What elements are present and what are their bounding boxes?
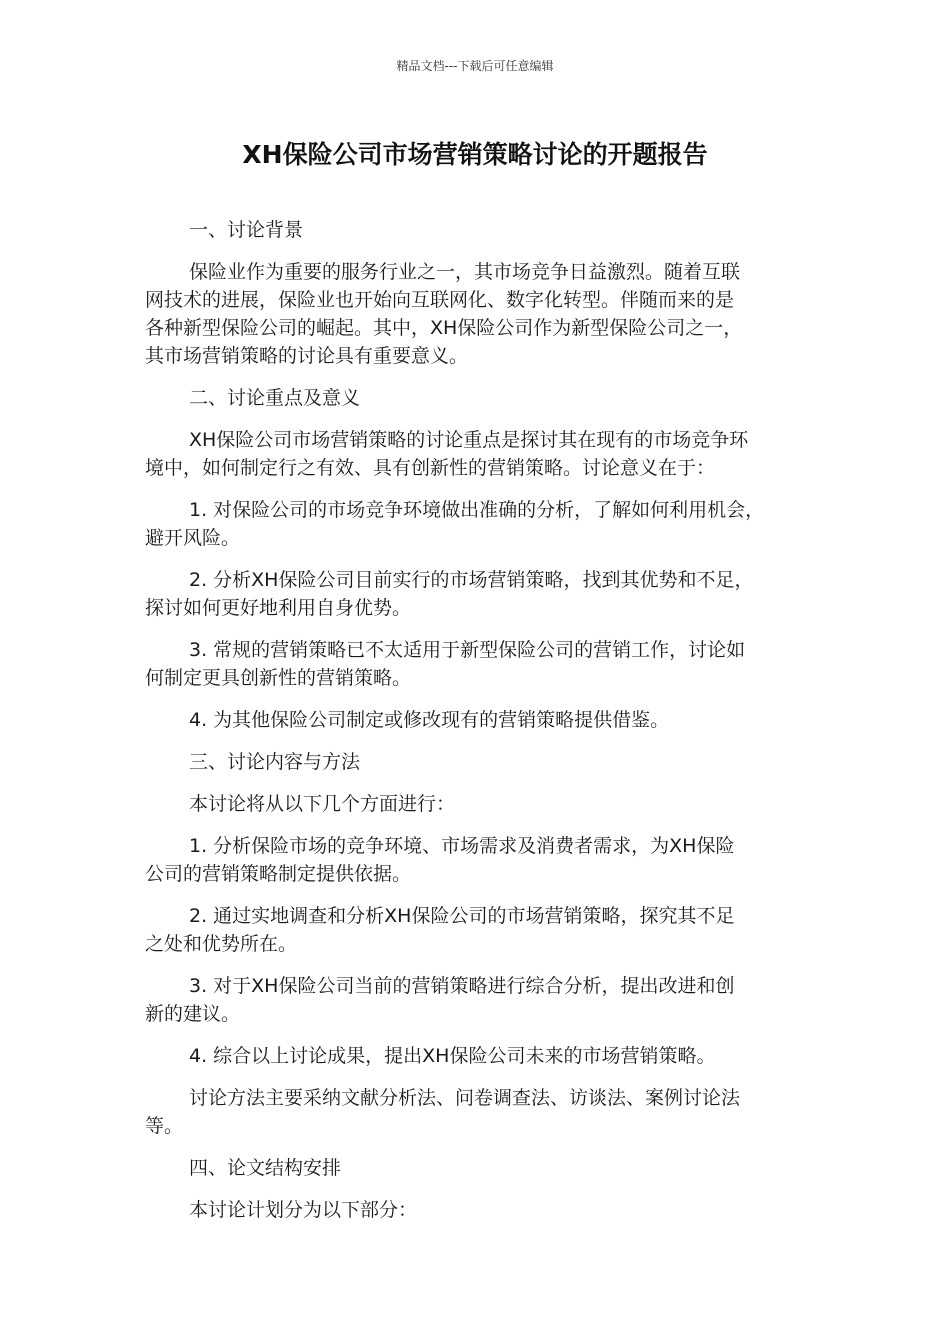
page-header-note: 精品文档---下载后可任意编辑 — [396, 59, 554, 73]
document-body — [145, 216, 811, 1238]
paragraph-background: 保险业作为重要的服务行业之一，其市场竞争日益激烈。随着互联 网技术的进展，保险业也开始向互联网化、数字化转型。伴随而来的是 各种新型保险公司的崛起。其中，XH保险公司作为新型保险公司之一， 其市场营销策略的讨论具有重要意义。 — [145, 261, 743, 367]
list-item-content-1: 1. 分析保险市场的竞争环境、市场需求及消费者需求，为XH保险 公司的营销策略制定提供依据。 — [145, 835, 735, 885]
list-item-significance-1: 1. 对保险公司的市场竞争环境做出准确的分析，了解如何利用机会， 避开风险。 — [145, 499, 765, 549]
list-item-significance-4: 4. 为其他保险公司制定或修改现有的营销策略提供借鉴。 — [189, 709, 670, 731]
list-item-content-4: 4. 综合以上讨论成果，提出XH保险公司未来的市场营销策略。 — [189, 1045, 716, 1067]
section-heading-background: 一、讨论背景 — [189, 219, 304, 241]
paragraph-focus: XH保险公司市场营销策略的讨论重点是探讨其在现有的市场竞争环 境中，如何制定行之有效、具有创新性的营销策略。讨论意义在于： — [145, 429, 749, 479]
paragraph-structure-intro: 本讨论计划分为以下部分： — [189, 1199, 418, 1221]
paragraph-content-intro: 本讨论将从以下几个方面进行： — [189, 793, 456, 815]
list-item-significance-2: 2. 分析XH保险公司目前实行的市场营销策略，找到其优势和不足， 探讨如何更好地利用自身优势。 — [145, 569, 754, 619]
document-title: XH保险公司市场营销策略讨论的开题报告 — [242, 140, 708, 169]
list-item-content-3: 3. 对于XH保险公司当前的营销策略进行综合分析，提出改进和创 新的建议。 — [145, 975, 735, 1025]
list-item-significance-3: 3. 常规的营销策略已不太适用于新型保险公司的营销工作，讨论如 何制定更具创新性的营销策略。 — [145, 639, 746, 689]
paragraph-methods: 讨论方法主要采纳文献分析法、问卷调查法、访谈法、案例讨论法 等。 — [145, 1087, 741, 1137]
section-heading-structure: 四、论文结构安排 — [189, 1157, 342, 1179]
section-heading-content-method: 三、讨论内容与方法 — [189, 751, 361, 773]
list-item-content-2: 2. 通过实地调查和分析XH保险公司的市场营销策略，探究其不足 之处和优势所在。 — [145, 905, 735, 955]
section-heading-focus: 二、讨论重点及意义 — [189, 387, 361, 409]
